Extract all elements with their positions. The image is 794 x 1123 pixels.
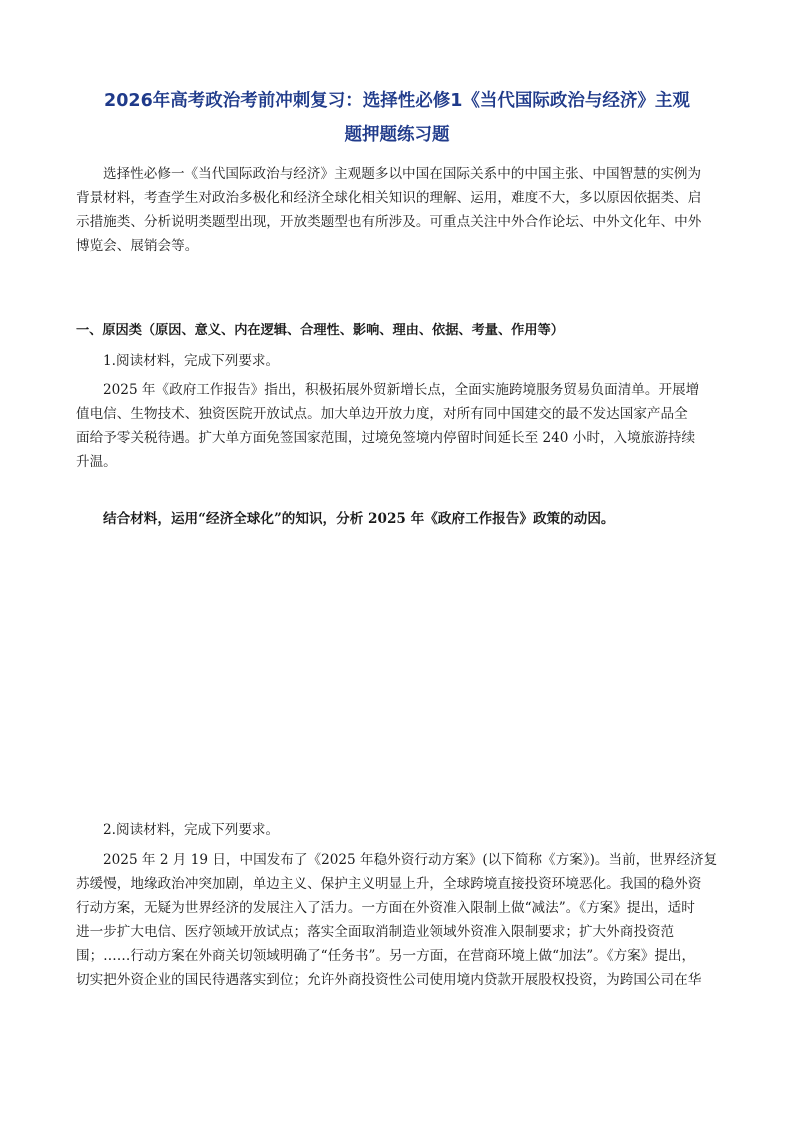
question-1-material [76, 378, 726, 474]
material-line: 进一步扩大电信、医疗领域开放试点；落实全面取消制造业领域外资准入限制要求；扩大外商投资范 [76, 924, 675, 940]
title-line-2: 题押题练习题 [344, 125, 450, 145]
material-line: 升温。 [76, 454, 117, 470]
answer-space [76, 540, 726, 810]
document-title [70, 84, 724, 152]
material-line: 2025 年 2 月 19 日，中国发布了《2025 年稳外资行动方案》(以下简称《方案》)。当前，世界经济复 [103, 852, 718, 868]
material-line: 苏缓慢，地缘政治冲突加剧，单边主义、保护主义明显上升，全球跨境直接投资环境恶化。我国的稳外资 [76, 876, 702, 892]
material-line: 2025 年《政府工作报告》指出，积极拓展外贸新增长点，全面实施跨境服务贸易负面清单。开展增 [103, 382, 700, 398]
material-line: 行动方案，无疑为世界经济的发展注入了活力。一方面在外资准入限制上做“减法”。《方案》提出，适时 [76, 900, 695, 916]
question-1-task: 结合材料，运用“经济全球化”的知识，分析 2025 年《政府工作报告》政策的动因。 [103, 511, 615, 527]
question-1-prompt: 1.阅读材料，完成下列要求。 [103, 353, 280, 369]
title-line-1: 2026年高考政治考前冲刺复习：选择性必修1《当代国际政治与经济》主观 [104, 91, 690, 111]
intro-line: 博览会、展销会等。 [76, 238, 199, 254]
section-heading-causes: 一、原因类（原因、意义、内在逻辑、合理性、影响、理由、依据、考量、作用等） [76, 323, 564, 338]
question-2-material [76, 848, 726, 992]
intro-line: 示措施类、分析说明类题型出现，开放类题型也有所涉及。可重点关注中外合作论坛、中外文化年、中外 [76, 214, 702, 230]
material-line: 切实把外资企业的国民待遇落实到位；允许外商投资性公司使用境内贷款开展股权投资，为跨国公司在华 [76, 972, 702, 988]
material-line: 面给予零关税待遇。扩大单方面免签国家范围，过境免签境内停留时间延长至 240 小时，入境旅游持续 [76, 430, 696, 446]
intro-paragraph [76, 162, 726, 258]
material-line: 值电信、生物技术、独资医院开放试点。加大单边开放力度，对所有同中国建交的最不发达国家产品全 [76, 406, 688, 422]
intro-line: 选择性必修一《当代国际政治与经济》主观题多以中国在国际关系中的中国主张、中国智慧的实例为 [103, 166, 702, 182]
question-2-prompt: 2.阅读材料，完成下列要求。 [103, 822, 280, 838]
material-line: 围；……行动方案在外商关切领域明确了“任务书”。另一方面，在营商环境上做“加法”。《方案》提出， [76, 948, 696, 964]
intro-line: 背景材料，考查学生对政治多极化和经济全球化相关知识的理解、运用，难度不大，多以原因依据类、启 [76, 190, 702, 206]
